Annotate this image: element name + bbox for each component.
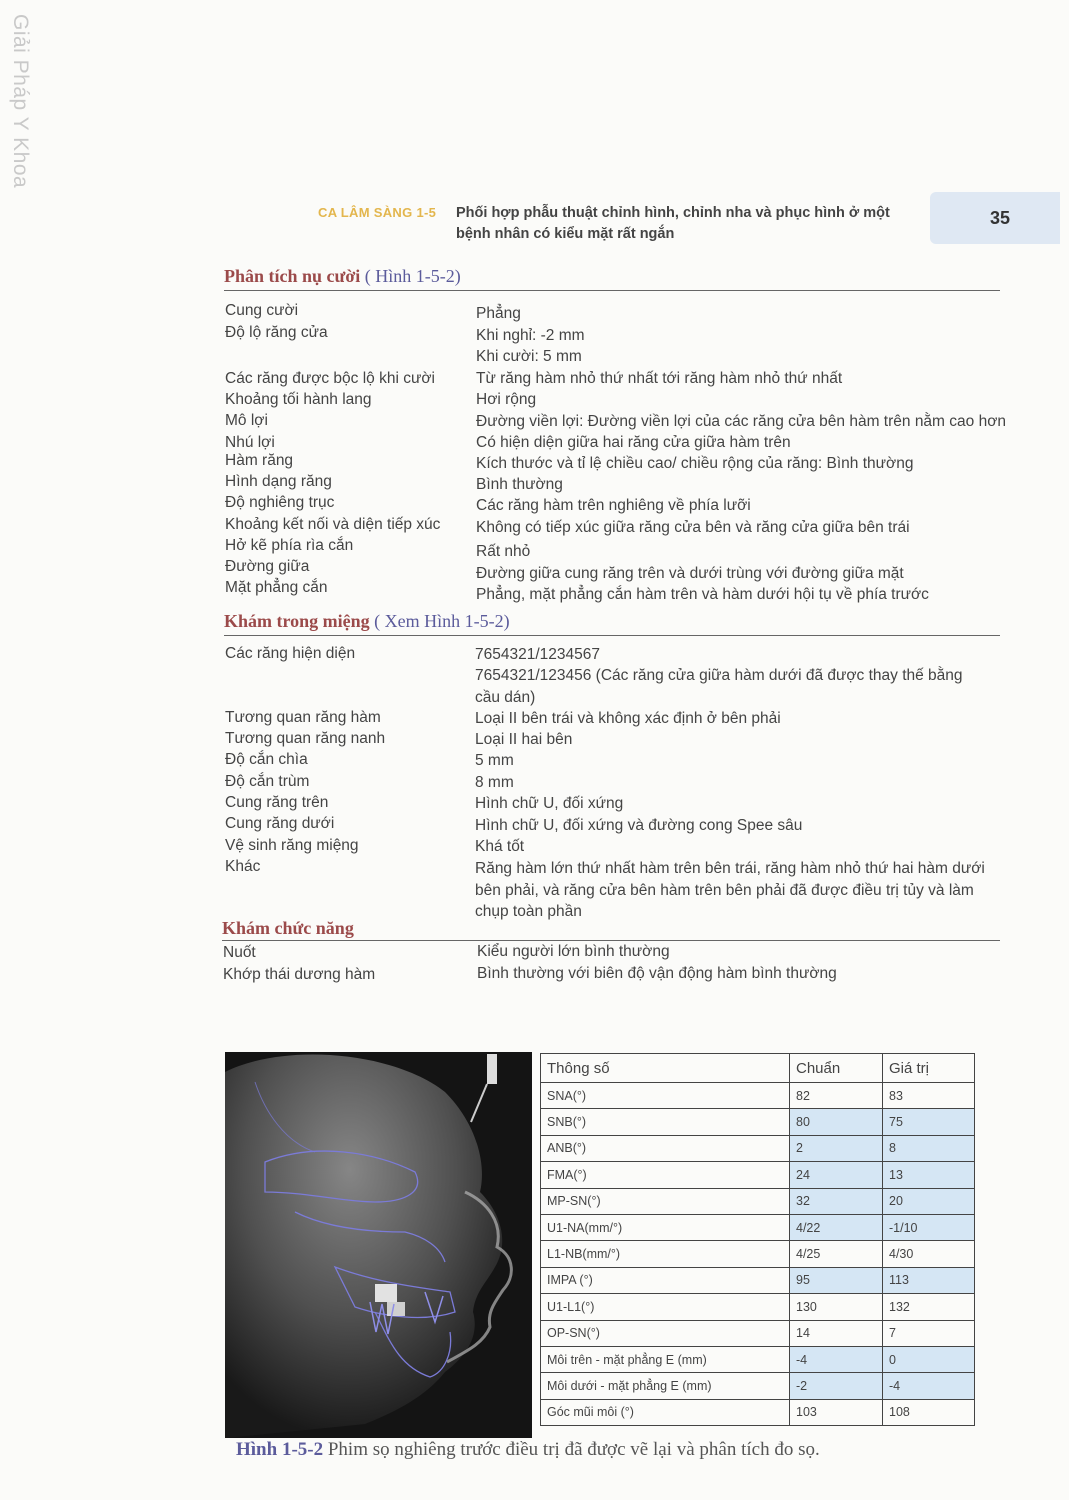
header-norm: Chuẩn xyxy=(790,1054,883,1083)
table-row xyxy=(541,1320,975,1346)
page-number: 35 xyxy=(990,208,1011,228)
section-divider xyxy=(222,940,1000,941)
section-title-functional-text: Khám chức năng xyxy=(222,918,354,938)
table-row xyxy=(541,1188,975,1214)
section-title-intraoral-text: Khám trong miệng xyxy=(224,611,370,631)
cell-value: -1/10 xyxy=(883,1214,975,1240)
cell-norm: -2 xyxy=(790,1373,883,1399)
value-other: Răng hàm lớn thứ nhất hàm trên bên trái, răng hàm nhỏ thứ hai hàm dưới bên phải, và răng cửa bên hàm trên bên phải đã được điều trị tủy và làm chụp toàn phần xyxy=(475,860,985,920)
cell-value: 132 xyxy=(883,1294,975,1320)
label-overbite: Độ cắn trùm xyxy=(225,773,310,790)
cell-value: 0 xyxy=(883,1346,975,1372)
label-tooth-shape: Hình dạng răng xyxy=(225,473,332,490)
table-row xyxy=(541,1241,975,1267)
value-incisor-smile: Khi cười: 5 mm xyxy=(476,348,582,365)
value-oral-hygiene: Khá tốt xyxy=(475,838,525,855)
cell-value: 113 xyxy=(883,1267,975,1293)
value-incisor-rest: Khi nghỉ: -2 mm xyxy=(476,327,585,344)
table-row xyxy=(541,1373,975,1399)
cell-parameter: Góc mũi môi (°) xyxy=(541,1399,790,1425)
label-other: Khác xyxy=(225,858,261,875)
section-title-functional xyxy=(222,918,354,939)
cell-norm: 4/25 xyxy=(790,1241,883,1267)
value-buccal-corridor: Hơi rộng xyxy=(476,391,537,408)
value-canine-relationship: Loại II hai bên xyxy=(475,731,573,748)
section-title-smile xyxy=(224,266,461,287)
label-gingiva: Mô lợi xyxy=(225,412,268,429)
cell-value: 75 xyxy=(883,1109,975,1135)
cell-norm: 32 xyxy=(790,1188,883,1214)
cell-parameter: ANB(°) xyxy=(541,1135,790,1161)
figure-caption xyxy=(236,1439,820,1461)
label-occlusal-plane: Mặt phẳng cắn xyxy=(225,579,328,596)
table-header-row xyxy=(541,1054,975,1083)
value-swallowing: Kiểu người lớn bình thường xyxy=(477,943,670,960)
cell-norm: 95 xyxy=(790,1267,883,1293)
cell-parameter: MP-SN(°) xyxy=(541,1188,790,1214)
table-row xyxy=(541,1294,975,1320)
value-gingiva: Đường viền lợi: Đường viền lợi của các răng cửa bên hàm trên nằm cao hơn xyxy=(476,413,1006,430)
label-lower-arch: Cung răng dưới xyxy=(225,815,335,832)
label-oral-hygiene: Vệ sinh răng miệng xyxy=(225,837,359,854)
cell-parameter: IMPA (°) xyxy=(541,1267,790,1293)
cell-parameter: U1-NA(mm/°) xyxy=(541,1214,790,1240)
cell-norm: 82 xyxy=(790,1083,883,1109)
header-value: Giá trị xyxy=(883,1054,975,1083)
cephalometric-radiograph xyxy=(225,1052,532,1438)
cell-value: 4/30 xyxy=(883,1241,975,1267)
watermark-text: Giải Pháp Y Khoa xyxy=(9,14,32,189)
label-canine-relationship: Tương quan răng nanh xyxy=(225,730,386,747)
label-incisor-display: Độ lộ răng cửa xyxy=(225,324,328,341)
cell-norm: 4/22 xyxy=(790,1214,883,1240)
cell-value: 108 xyxy=(883,1399,975,1425)
value-exposed-teeth: Từ răng hàm nhỏ thứ nhất tới răng hàm nhỏ thứ nhất xyxy=(476,370,843,387)
value-midline: Đường giữa cung răng trên và dưới trùng với đường giữa mặt xyxy=(476,565,904,582)
value-overbite: 8 mm xyxy=(475,774,514,791)
header-parameter: Thông số xyxy=(541,1054,790,1083)
value-lower-arch: Hình chữ U, đối xứng và đường cong Spee sâu xyxy=(475,817,803,834)
section-title-intraoral xyxy=(224,611,510,632)
table-row xyxy=(541,1214,975,1240)
table-row xyxy=(541,1399,975,1425)
value-smile-arc: Phẳng xyxy=(476,305,521,322)
cell-value: 83 xyxy=(883,1083,975,1109)
figure-caption-label: Hình 1-5-2 xyxy=(236,1439,324,1460)
table-row xyxy=(541,1267,975,1293)
label-incisal-embrasure: Hở kẽ phía rìa cắn xyxy=(225,537,354,554)
cell-value: 8 xyxy=(883,1135,975,1161)
label-upper-arch: Cung răng trên xyxy=(225,794,329,811)
label-axial-inclination: Độ nghiêng trục xyxy=(225,494,335,511)
value-overjet: 5 mm xyxy=(475,752,514,769)
watermark xyxy=(6,14,32,194)
cell-value: 20 xyxy=(883,1188,975,1214)
value-axial-inclination: Các răng hàm trên nghiêng về phía lưỡi xyxy=(476,497,751,514)
section-divider xyxy=(224,635,1000,636)
section-ref-intraoral: ( Xem Hình 1-5-2) xyxy=(374,611,510,631)
table-row xyxy=(541,1083,975,1109)
value-molar-relationship: Loại II bên trái và không xác định ở bên phải xyxy=(475,710,781,727)
value-dentition: Kích thước và tỉ lệ chiều cao/ chiều rộng của răng: Bình thường xyxy=(476,455,914,472)
cell-value: 7 xyxy=(883,1320,975,1346)
value-papilla: Có hiện diện giữa hai răng cửa giữa hàm trên xyxy=(476,434,791,451)
case-label: CA LÂM SÀNG 1-5 xyxy=(318,205,437,220)
cell-parameter: FMA(°) xyxy=(541,1162,790,1188)
section-divider xyxy=(224,290,1000,291)
cell-parameter: Môi trên - mặt phẳng E (mm) xyxy=(541,1346,790,1372)
table-row xyxy=(541,1346,975,1372)
label-midline: Đường giữa xyxy=(225,558,310,575)
value-tmj: Bình thường với biên độ vận động hàm bình thường xyxy=(477,965,837,982)
label-buccal-corridor: Khoảng tối hành lang xyxy=(225,391,372,408)
cell-norm: 103 xyxy=(790,1399,883,1425)
label-exposed-teeth: Các răng được bộc lộ khi cười xyxy=(225,370,435,387)
value-occlusal-plane: Phẳng, mặt phẳng cắn hàm trên và hàm dưới hội tụ về phía trước xyxy=(476,586,929,603)
cell-norm: 130 xyxy=(790,1294,883,1320)
chapter-title: Phối hợp phẫu thuật chỉnh hình, chỉnh nha và phục hình ở một bệnh nhân có kiểu mặt rất ngắn xyxy=(456,205,890,242)
cell-norm: 2 xyxy=(790,1135,883,1161)
label-tmj: Khớp thái dương hàm xyxy=(223,966,376,983)
cell-value: 13 xyxy=(883,1162,975,1188)
value-teeth-upper: 7654321/1234567 xyxy=(475,646,600,663)
value-incisal-embrasure: Rất nhỏ xyxy=(476,543,531,560)
cell-parameter: L1-NB(mm/°) xyxy=(541,1241,790,1267)
value-teeth-lower: 7654321/123456 (Các răng cửa giữa hàm dưới đã được thay thế bằng cầu dán) xyxy=(475,667,963,706)
cell-norm: -4 xyxy=(790,1346,883,1372)
cell-parameter: OP-SN(°) xyxy=(541,1320,790,1346)
label-swallowing: Nuốt xyxy=(223,944,256,961)
cell-parameter: SNB(°) xyxy=(541,1109,790,1135)
figure-caption-text: Phim sọ nghiêng trước điều trị đã được vẽ lại và phân tích đo sọ. xyxy=(323,1439,820,1460)
label-connectors-contacts: Khoảng kết nối và diện tiếp xúc xyxy=(225,516,441,533)
table-row xyxy=(541,1162,975,1188)
table-row xyxy=(541,1109,975,1135)
label-papilla: Nhú lợi xyxy=(225,434,275,451)
label-overjet: Độ cắn chìa xyxy=(225,751,308,768)
section-title-smile-text: Phân tích nụ cười xyxy=(224,266,361,286)
cell-norm: 80 xyxy=(790,1109,883,1135)
cephalometric-table xyxy=(540,1053,975,1426)
cell-value: -4 xyxy=(883,1373,975,1399)
cell-parameter: SNA(°) xyxy=(541,1083,790,1109)
label-teeth-present: Các răng hiện diện xyxy=(225,645,356,662)
cell-norm: 14 xyxy=(790,1320,883,1346)
radiograph-image xyxy=(225,1052,532,1438)
value-upper-arch: Hình chữ U, đối xứng xyxy=(475,795,624,812)
cell-parameter: U1-L1(°) xyxy=(541,1294,790,1320)
label-smile-arc: Cung cười xyxy=(225,302,299,319)
section-ref-smile: ( Hình 1-5-2) xyxy=(364,266,461,286)
cell-parameter: Môi dưới - mặt phẳng E (mm) xyxy=(541,1373,790,1399)
value-tooth-shape: Bình thường xyxy=(476,476,563,493)
label-molar-relationship: Tương quan răng hàm xyxy=(225,709,381,726)
value-connectors-contacts: Không có tiếp xúc giữa răng cửa bên và răng cửa giữa bên trái xyxy=(476,519,910,536)
cell-norm: 24 xyxy=(790,1162,883,1188)
table-row xyxy=(541,1135,975,1161)
label-dentition: Hàm răng xyxy=(225,452,294,469)
